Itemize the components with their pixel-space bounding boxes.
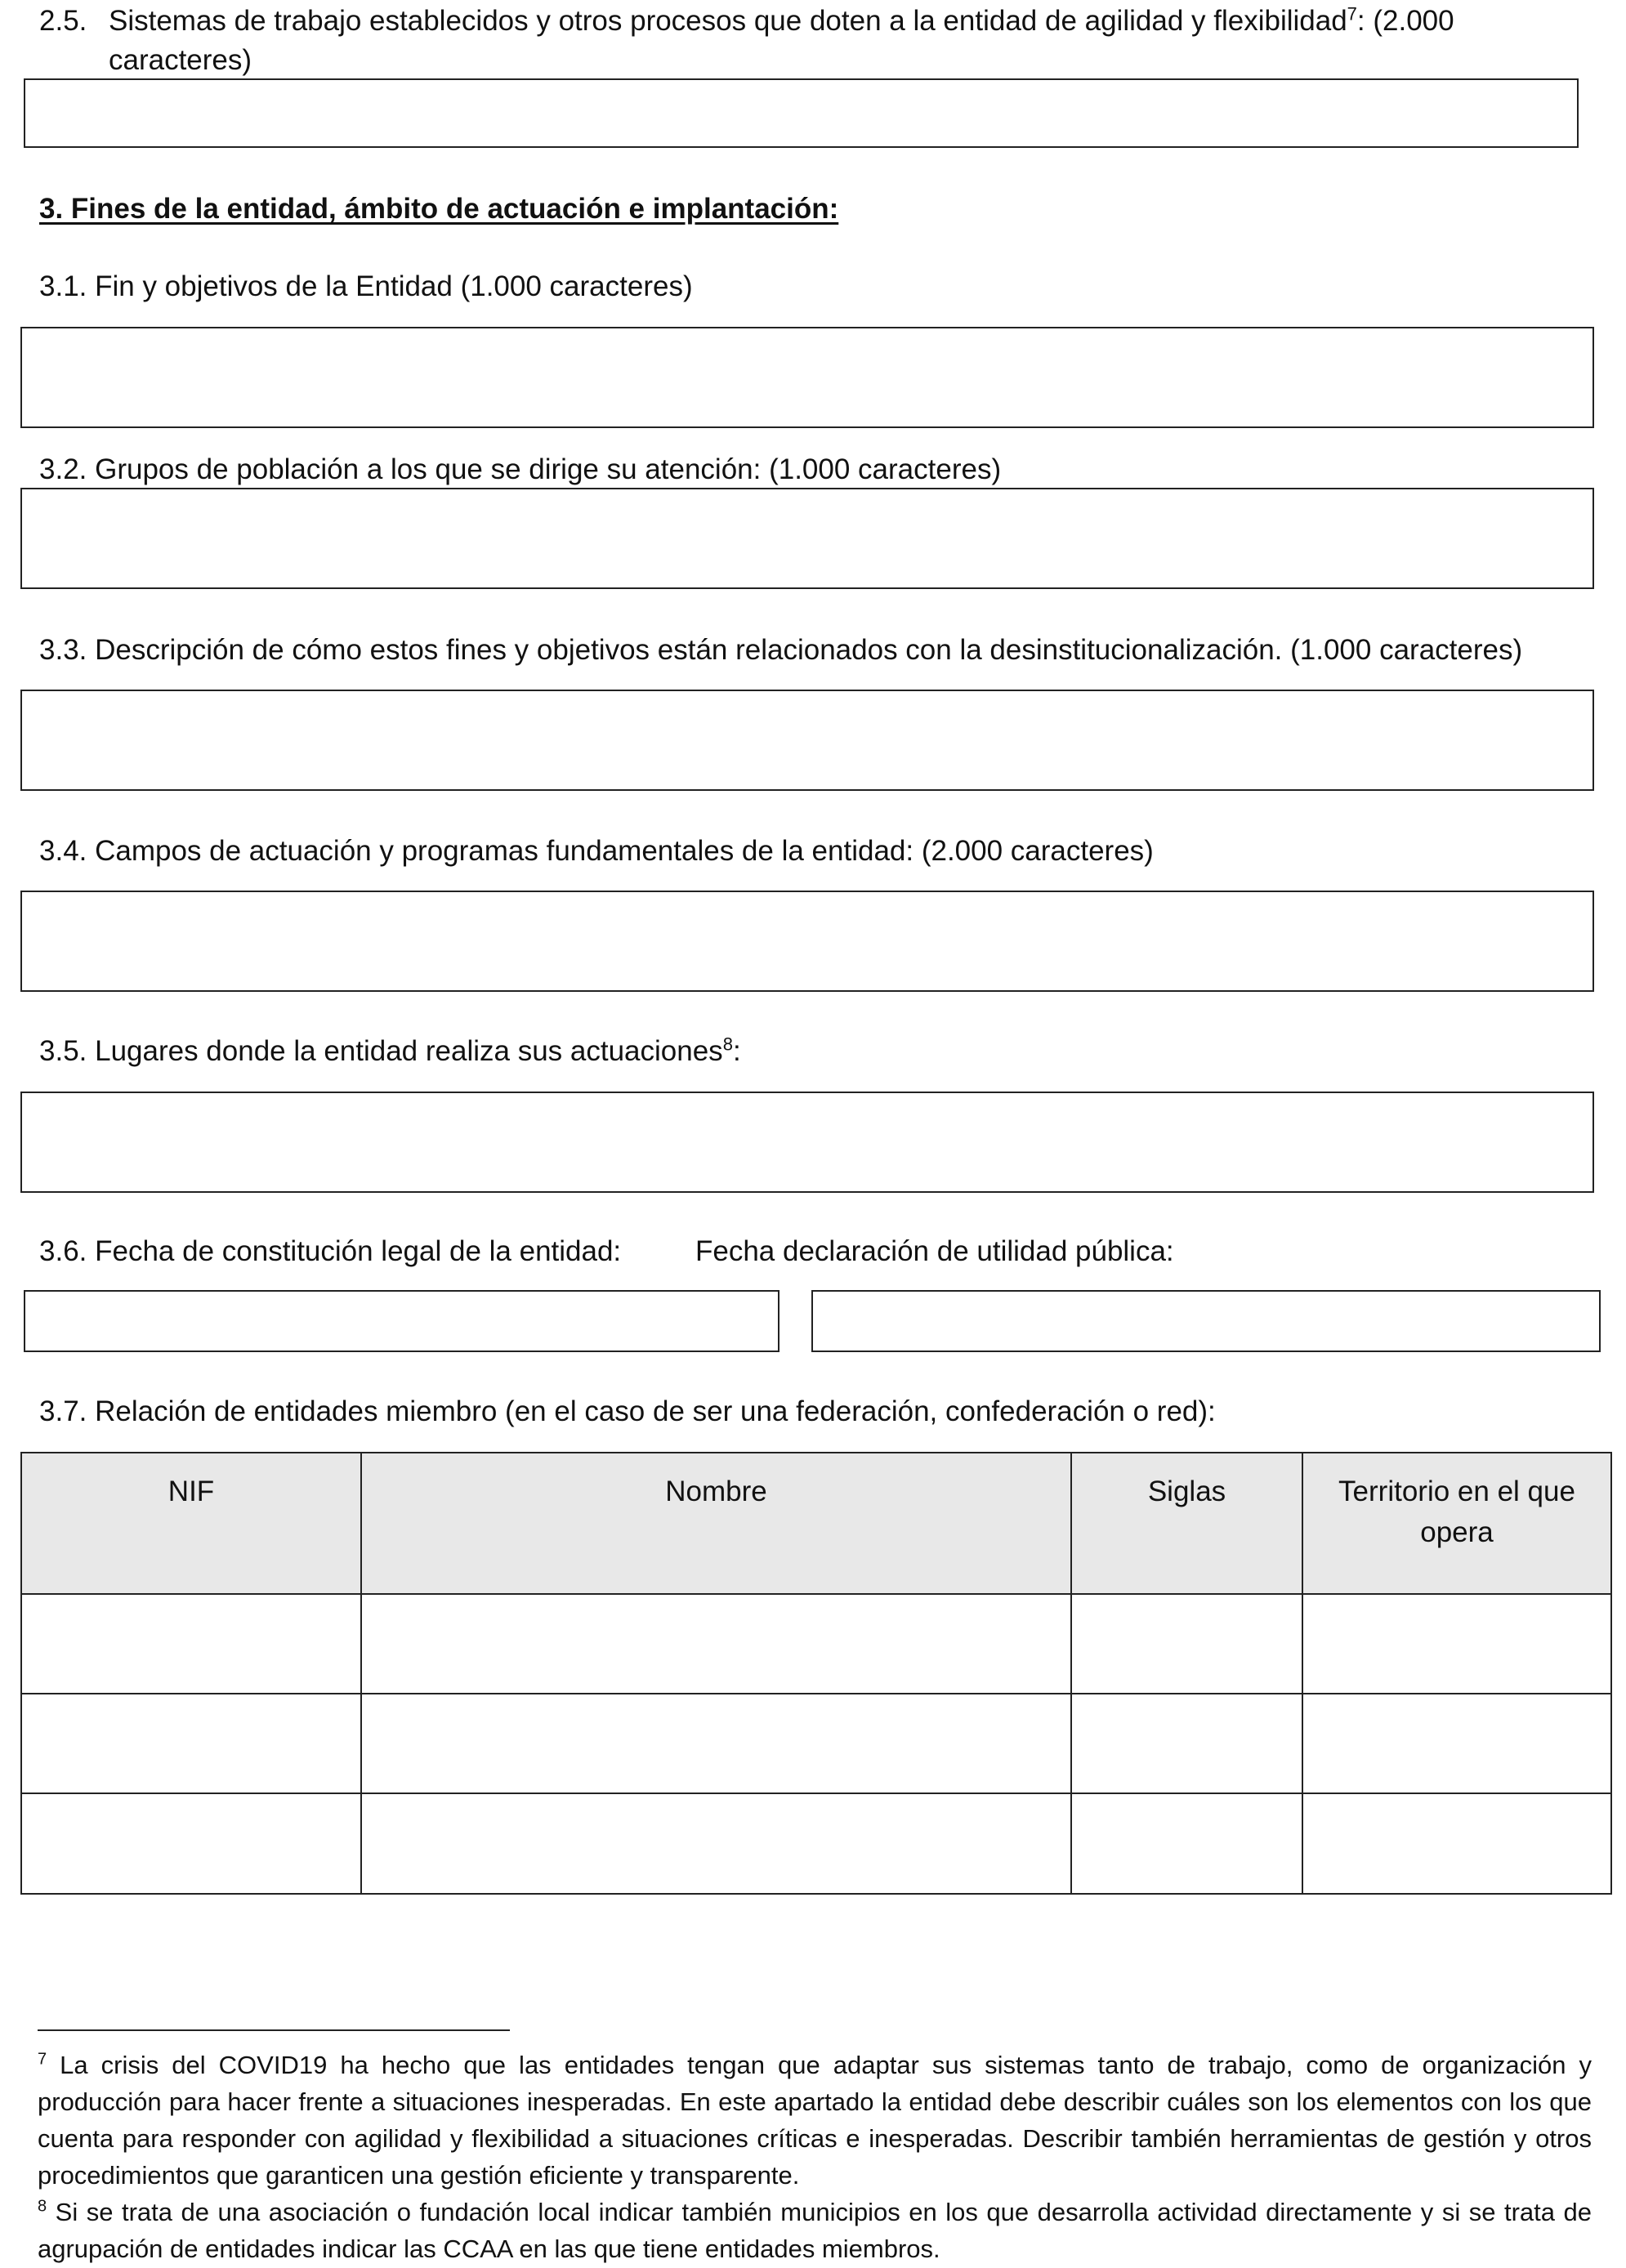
answer-field-3-4[interactable] <box>20 891 1594 992</box>
cell-territorio[interactable] <box>1302 1793 1611 1894</box>
cell-nif[interactable] <box>21 1694 361 1793</box>
answer-field-3-3[interactable] <box>20 690 1594 791</box>
header-territorio: Territorio en el que opera <box>1302 1453 1611 1594</box>
footnote-8-mark: 8 <box>38 2197 47 2216</box>
cell-nombre[interactable] <box>361 1594 1071 1694</box>
public-utility-date-field[interactable] <box>811 1290 1601 1352</box>
answer-field-3-2[interactable] <box>20 488 1594 589</box>
answer-field-3-1[interactable] <box>20 327 1594 428</box>
header-nombre: Nombre <box>361 1453 1071 1594</box>
question-3-6-constitution-date: 3.6. Fecha de constitución legal de la entidad: <box>39 1235 622 1267</box>
question-3-5-text: 3.5. Lugares donde la entidad realiza sus actuaciones <box>39 1035 723 1067</box>
footnote-7 <box>38 2047 1592 2194</box>
answer-field-3-5[interactable] <box>20 1092 1594 1193</box>
section-2-5-line2: caracteres) <box>109 44 252 76</box>
section-3-heading: 3. Fines de la entidad, ámbito de actuación e implantación: <box>39 193 839 225</box>
question-3-3: 3.3. Descripción de cómo estos fines y objetivos están relacionados con la desinstitucionalización. (1.000 caracteres) <box>39 634 1523 666</box>
footnote-8-text: Si se trata de una asociación o fundación local indicar también municipios en los que desarrolla actividad directamente y si se trata de agrupación de entidades indicar las CCAA en las que tiene entidades miembros. <box>38 2198 1592 2263</box>
question-3-5 <box>39 1031 741 1072</box>
section-2-5-number: 2.5. <box>39 5 87 37</box>
section-2-5-suffix: : (2.000 <box>1356 5 1454 37</box>
table-row <box>21 1594 1611 1694</box>
question-3-1: 3.1. Fin y objetivos de la Entidad (1.000 caracteres) <box>39 270 693 302</box>
section-2-5-label <box>109 1 1454 42</box>
cell-territorio[interactable] <box>1302 1694 1611 1793</box>
cell-nombre[interactable] <box>361 1793 1071 1894</box>
question-3-5-suffix: : <box>732 1035 741 1067</box>
header-siglas: Siglas <box>1071 1453 1302 1594</box>
footnote-ref-7[interactable]: 7 <box>1347 3 1357 25</box>
cell-siglas[interactable] <box>1071 1694 1302 1793</box>
cell-nif[interactable] <box>21 1594 361 1694</box>
member-entities-table <box>20 1452 1612 1895</box>
cell-nombre[interactable] <box>361 1694 1071 1793</box>
header-nif: NIF <box>21 1453 361 1594</box>
section-2-5-text: Sistemas de trabajo establecidos y otros procesos que doten a la entidad de agilidad y flexibilidad <box>109 5 1347 37</box>
question-3-2: 3.2. Grupos de población a los que se dirige su atención: (1.000 caracteres) <box>39 453 1002 485</box>
footnote-8 <box>38 2194 1592 2267</box>
cell-siglas[interactable] <box>1071 1793 1302 1894</box>
question-3-4: 3.4. Campos de actuación y programas fundamentales de la entidad: (2.000 caracteres) <box>39 835 1154 867</box>
question-3-7: 3.7. Relación de entidades miembro (en el caso de ser una federación, confederación o red): <box>39 1395 1216 1427</box>
constitution-date-field[interactable] <box>24 1290 779 1352</box>
cell-siglas[interactable] <box>1071 1594 1302 1694</box>
table-row <box>21 1793 1611 1894</box>
table-row <box>21 1694 1611 1793</box>
cell-nif[interactable] <box>21 1793 361 1894</box>
footnote-7-mark: 7 <box>38 2050 47 2069</box>
cell-territorio[interactable] <box>1302 1594 1611 1694</box>
question-3-6-public-utility-date: Fecha declaración de utilidad pública: <box>695 1235 1174 1267</box>
answer-field-2-5[interactable] <box>24 78 1579 148</box>
footnote-separator <box>38 2029 510 2031</box>
footnote-7-text: La crisis del COVID19 ha hecho que las entidades tengan que adaptar sus sistemas tanto de trabajo, como de organización y producción para hacer frente a situaciones inesperadas. En este apartado la entidad debe describir cuáles son los elementos con los que cuenta para responder con agilidad y flexibilidad a situaciones críticas e inesperadas. Describir también herramientas de gestión y otros procedimientos que garanticen una gestión eficiente y transparente. <box>38 2051 1592 2190</box>
table-header-row <box>21 1453 1611 1594</box>
footnote-ref-8[interactable]: 8 <box>722 1034 733 1055</box>
